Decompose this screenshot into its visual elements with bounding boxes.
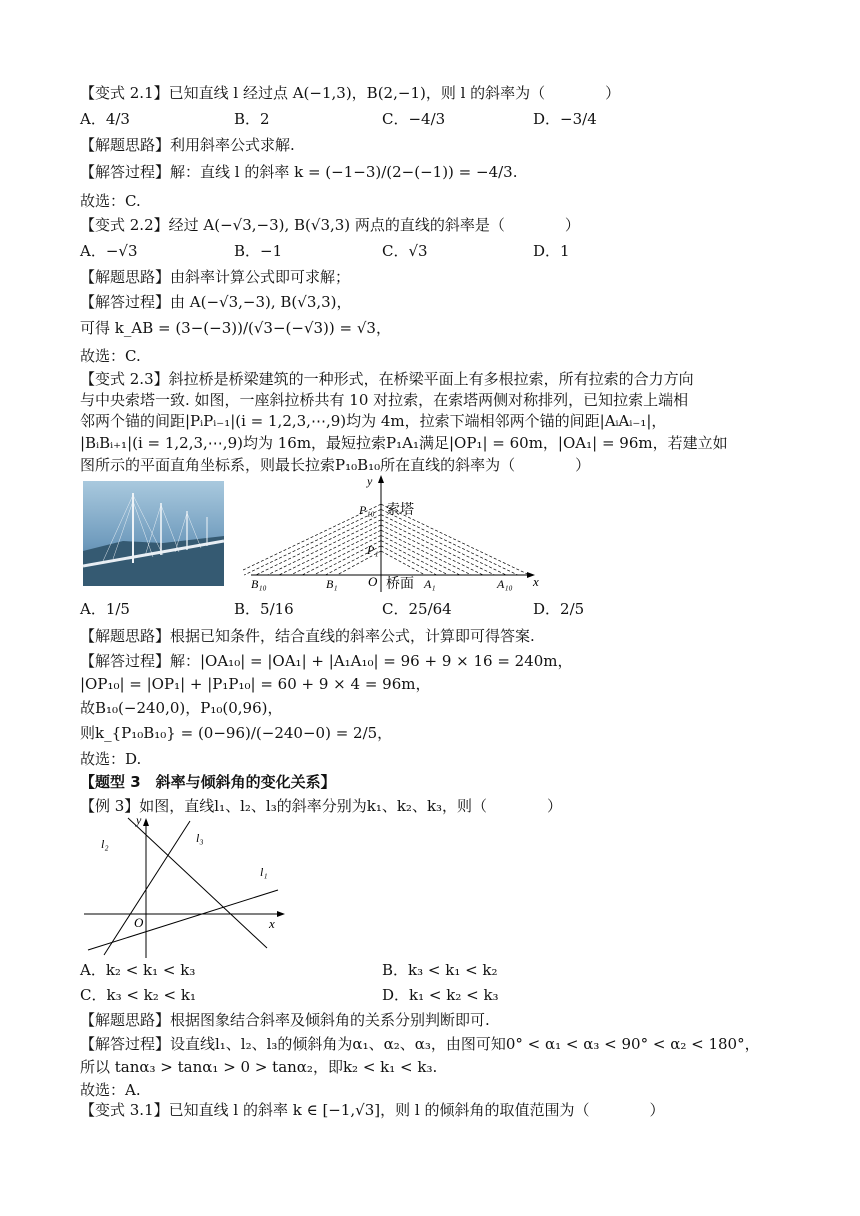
stay-cable: [381, 551, 425, 575]
stay-cable: [381, 520, 495, 575]
variant-2-1-question: 【变式 2.1】已知直线 l 经过点 A(−1,3)，B(2,−1)，则 l 的斜率为（ ）: [80, 84, 621, 102]
option-a: A．−√3: [80, 242, 138, 260]
stay-cable: [381, 546, 437, 575]
option-d: D．k₁ < k₂ < k₃: [382, 986, 499, 1004]
option-c: C．√3: [382, 242, 428, 260]
p1-label: P₁: [367, 543, 379, 557]
option-b: B．−1: [234, 242, 283, 260]
option-c: C．k₃ < k₂ < k₁: [80, 986, 196, 1004]
stay-cable: [267, 520, 381, 575]
axis-x-label: x: [533, 574, 539, 589]
stay-cable: [381, 541, 448, 575]
b1-label: B₁: [326, 577, 338, 591]
a10-label: A₁₀: [497, 577, 513, 591]
example-3-question: 【例 3】如图，直线l₁、l₂、l₃的斜率分别为k₁、k₂、k₃，则（ ）: [80, 797, 563, 815]
option-a: A．k₂ < k₁ < k₃: [80, 961, 196, 979]
option-b: B．5/16: [234, 600, 294, 618]
solution-step: 所以 tanα₃ > tanα₁ > 0 > tanα₂，即k₂ < k₁ < k₃.: [80, 1058, 438, 1076]
axis-x-label: x: [269, 916, 275, 931]
option-a: A．4/3: [80, 110, 130, 128]
question-text: |BᵢBᵢ₊₁|(i = 1,2,3,⋯,9)均为 16m，最短拉索P₁A₁满足|OP₁| = 60m，|OA₁| = 96m，若建立如: [80, 434, 728, 452]
solution-step: 则k_{P₁₀B₁₀} = (0−96)/(−240−0) = 2/5，: [80, 724, 393, 742]
stay-cable: [279, 525, 381, 575]
stay-cable: [381, 525, 483, 575]
bridge-photo: [83, 481, 224, 586]
b10-label: B₁₀: [251, 577, 267, 591]
bridge-diagram: [243, 472, 548, 594]
answer: 故选：C.: [80, 347, 141, 365]
lines-diagram: [82, 815, 290, 960]
question-text: 与中央索塔一致. 如图，一座斜拉桥共有 10 对拉索，在索塔两侧对称排列，已知拉索上端相: [80, 391, 689, 409]
solution-process: 【解答过程】设直线l₁、l₂、l₃的倾斜角为α₁、α₂、α₃，由图可知0° < α₁ < α₃ < 90° < α₂ < 180°，: [80, 1035, 760, 1053]
p10-label: P₁₀: [359, 503, 375, 517]
variant-2-2-question: 【变式 2.2】经过 A(−√3,−3), B(√3,3) 两点的直线的斜率是（ ）: [80, 216, 580, 234]
solution-formula: 可得 k_AB = (3−(−3))/(√3−(−√3)) = √3，: [80, 319, 391, 337]
option-b: B．2: [234, 110, 270, 128]
section-heading: 【题型 3 斜率与倾斜角的变化关系】: [80, 773, 336, 791]
option-d: D．1: [533, 242, 570, 260]
deck-label: 桥面: [386, 577, 414, 592]
option-a: A．1/5: [80, 600, 130, 618]
solution-step: 故B₁₀(−240,0)，P₁₀(0,96)，: [80, 699, 283, 717]
option-b: B．k₃ < k₁ < k₂: [382, 961, 498, 979]
origin-label: O: [134, 915, 144, 930]
line-l2-label: l₂: [101, 837, 109, 851]
solution-idea: 【解题思路】根据图象结合斜率及倾斜角的关系分别判断即可.: [80, 1011, 490, 1029]
origin-label: O: [368, 574, 378, 589]
question-text: 图所示的平面直角坐标系，则最长拉索P₁₀B₁₀所在直线的斜率为（ ）: [80, 456, 591, 474]
tower-label: 索塔: [386, 503, 414, 518]
answer: 故选：C.: [80, 192, 141, 210]
line-l3-label: l₃: [196, 831, 204, 845]
answer: 故选：A.: [80, 1081, 141, 1099]
option-d: D．−3/4: [533, 110, 597, 128]
solution-process: 【解答过程】解：|OA₁₀| = |OA₁| + |A₁A₁₀| = 96 + 9 × 16 = 240m，: [80, 652, 573, 670]
question-text: 邻两个锚的间距|PᵢPᵢ₋₁|(i = 1,2,3,⋯,9)均为 4m，拉索下端相邻两个锚的间距|AᵢAᵢ₋₁|，: [80, 412, 667, 430]
axis-y-label: y: [136, 815, 142, 827]
solution-process: 【解答过程】由 A(−√3,−3), B(√3,3)，: [80, 293, 352, 311]
option-c: C．25/64: [382, 600, 452, 618]
option-d: D．2/5: [533, 600, 585, 618]
solution-step: |OP₁₀| = |OP₁| + |P₁P₁₀| = 60 + 9 × 4 = 96m，: [80, 675, 431, 693]
solution-idea: 【解题思路】利用斜率公式求解.: [80, 136, 295, 154]
a1-label: A₁: [424, 577, 436, 591]
variant-2-3-question: 【变式 2.3】斜拉桥是桥梁建筑的一种形式，在桥梁平面上有多根拉索，所有拉索的合力方向: [80, 370, 694, 388]
line-l1-label: l₁: [260, 865, 268, 879]
stay-cable: [244, 509, 381, 575]
stay-cable: [381, 535, 460, 575]
solution-idea: 【解题思路】由斜率计算公式即可求解；: [80, 268, 351, 286]
solution-idea: 【解题思路】根据已知条件，结合直线的斜率公式，计算即可得答案.: [80, 627, 535, 645]
axis-y-label: y: [367, 474, 373, 488]
solution-process: 【解答过程】解：直线 l 的斜率 k = (−1−3)/(2−(−1)) = −4/3.: [80, 163, 518, 181]
stay-cable: [381, 509, 518, 575]
variant-3-1-question: 【变式 3.1】已知直线 l 的斜率 k ∈ [−1,√3]，则 l 的倾斜角的取值范围为（ ）: [80, 1101, 665, 1119]
answer: 故选：D.: [80, 750, 142, 768]
option-c: C．−4/3: [382, 110, 446, 128]
